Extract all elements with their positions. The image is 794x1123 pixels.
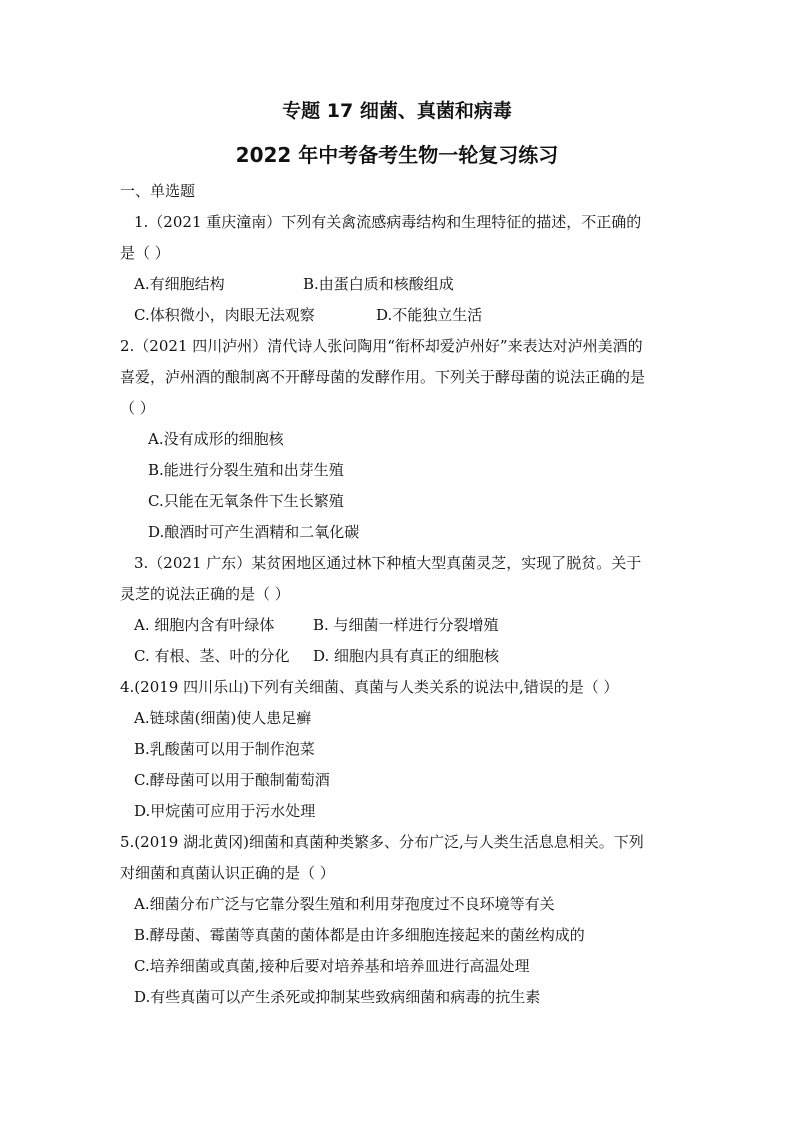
question-2-option-c: C.只能在无氧条件下生长繁殖 — [148, 492, 344, 510]
question-3-option-c: C. 有根、茎、叶的分化 — [134, 647, 290, 665]
question-1-stem-cont: 是（ ） — [120, 244, 170, 262]
question-5-stem-cont: 对细菌和真菌认识正确的是（ ） — [120, 864, 335, 882]
question-4-option-b: B.乳酸菌可以用于制作泡菜 — [134, 740, 315, 758]
question-5-stem: 5.(2019 湖北黄冈)细菌和真菌种类繁多、分布广泛,与人类生活息息相关。下列 — [120, 833, 644, 851]
question-5-option-c: C.培养细菌或真菌,接种后要对培养基和培养皿进行高温处理 — [134, 957, 530, 975]
question-2-option-b: B.能进行分裂生殖和出芽生殖 — [148, 461, 344, 479]
question-5-option-d: D.有些真菌可以产生杀死或抑制某些致病细菌和病毒的抗生素 — [134, 988, 541, 1006]
question-4-option-d: D.甲烷菌可应用于污水处理 — [134, 802, 316, 820]
question-4-stem: 4.(2019 四川乐山)下列有关细菌、真菌与人类关系的说法中,错误的是（ ） — [120, 678, 619, 696]
section-heading: 一、单选题 — [120, 182, 196, 200]
question-1-stem: 1.（2021 重庆潼南）下列有关禽流感病毒结构和生理特征的描述，不正确的 — [134, 213, 642, 231]
question-3-option-a: A. 细胞内含有叶绿体 — [134, 616, 275, 634]
question-3-stem: 3.（2021 广东）某贫困地区通过林下种植大型真菌灵芝，实现了脱贫。关于 — [134, 554, 642, 572]
question-5-option-b: B.酵母菌、霉菌等真菌的菌体都是由许多细胞连接起来的菌丝构成的 — [134, 926, 585, 944]
question-3-option-b: B. 与细菌一样进行分裂增殖 — [313, 616, 499, 634]
question-3-option-d: D. 细胞内具有真正的细胞核 — [313, 647, 500, 665]
question-3-stem-cont: 灵芝的说法正确的是（ ） — [120, 585, 290, 603]
question-2-stem-cont: 喜爱，泸州酒的酿制离不开酵母菌的发酵作用。下列关于酵母菌的说法正确的是 — [120, 368, 646, 386]
question-1-option-b: B.由蛋白质和核酸组成 — [303, 275, 454, 293]
question-4-option-a: A.链球菌(细菌)使人患足癣 — [134, 709, 312, 727]
document-title: 专题 17 细菌、真菌和病毒 — [282, 100, 512, 122]
question-1-option-d: D.不能独立生活 — [376, 306, 483, 324]
question-2-option-a: A.没有成形的细胞核 — [148, 430, 284, 448]
question-2-stem-paren: （ ） — [120, 399, 155, 417]
question-2-option-d: D.酿酒时可产生酒精和二氧化碳 — [148, 523, 360, 541]
question-5-option-a: A.细菌分布广泛与它靠分裂生殖和利用芽孢度过不良环境等有关 — [134, 895, 555, 913]
document-subtitle: 2022 年中考备考生物一轮复习练习 — [235, 143, 559, 167]
question-1-option-c: C.体积微小，肉眼无法观察 — [134, 306, 315, 324]
question-1-option-a: A.有细胞结构 — [134, 275, 225, 293]
question-2-stem: 2.（2021 四川泸州）清代诗人张问陶用“衔杯却爱泸州好”来表达对泸州美酒的 — [120, 337, 643, 355]
question-4-option-c: C.酵母菌可以用于酿制葡萄酒 — [134, 771, 330, 789]
